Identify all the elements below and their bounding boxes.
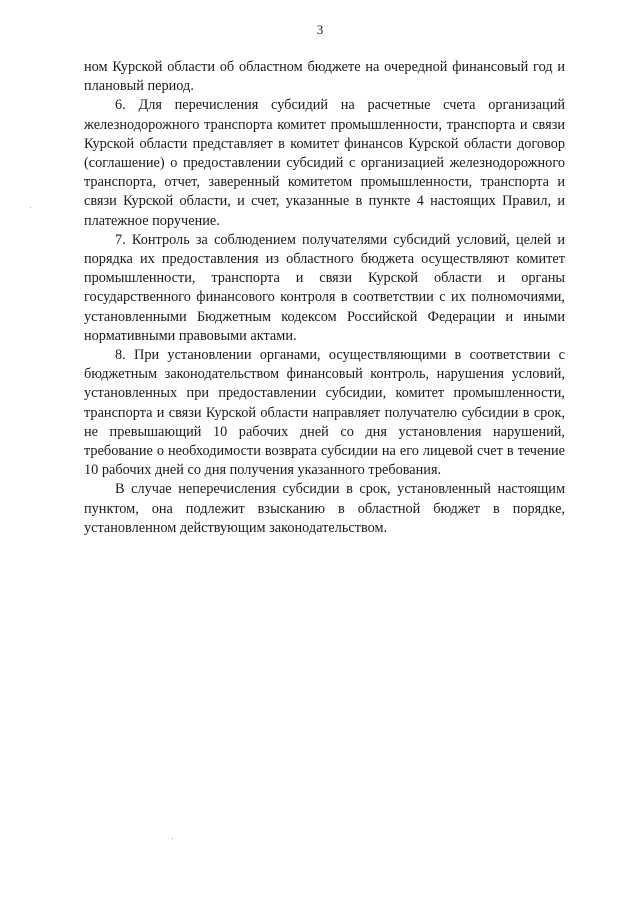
paragraph-final: В случае неперечисления субсидии в срок, установленный настоящим пунктом, она подлежит взысканию в областной бюджет в порядке, установленном действующим законодательством. <box>84 481 565 536</box>
paragraph-continuation: ном Курской области об областном бюджете на очередной финансовый год и плановый период. <box>84 59 565 95</box>
page-number: 3 <box>316 22 324 37</box>
paragraph-item-6: 6. Для перечисления субсидий на расчетные счета организаций железнодорожного транспорта комитет промышленности, транспорта и связи Курской области представляет в комитет финансов Курской области договор (соглашение) о предоставлении субсидий с организацией железнодорожного транспорта, отчет, заверенный комитетом промышленности, транспорта и связи Курской области, и счет, указанные в пункте 4 настоящих Правил, и платежное поручение. <box>84 97 565 229</box>
document-body <box>84 58 565 538</box>
scan-speck <box>172 838 173 839</box>
paragraph-item-7: 7. Контроль за соблюдением получателями субсидий условий, целей и порядка их предоставления из областного бюджета осуществляют комитет промышленности, транспорта и связи Курской области и органы государственного финансового контроля в соответствии с их полномочиями, установленными Бюджетным кодексом Российской Федерации и иными нормативными правовыми актами. <box>84 231 565 344</box>
paragraph-item-8: 8. При установлении органами, осуществляющими в соответствии с бюджетным законодательством финансовый контроль, нарушения условий, установленных при предоставлении субсидии, комитет промышленности, транспорта и связи Курской области направляет получателю субсидии в срок, не превышающий 10 рабочих дней со дня установления нарушений, требование о необходимости возврата субсидии на его лицевой счет в течение 10 рабочих дней со дня получения указанного требования. <box>84 347 565 479</box>
scan-speck <box>30 207 31 208</box>
